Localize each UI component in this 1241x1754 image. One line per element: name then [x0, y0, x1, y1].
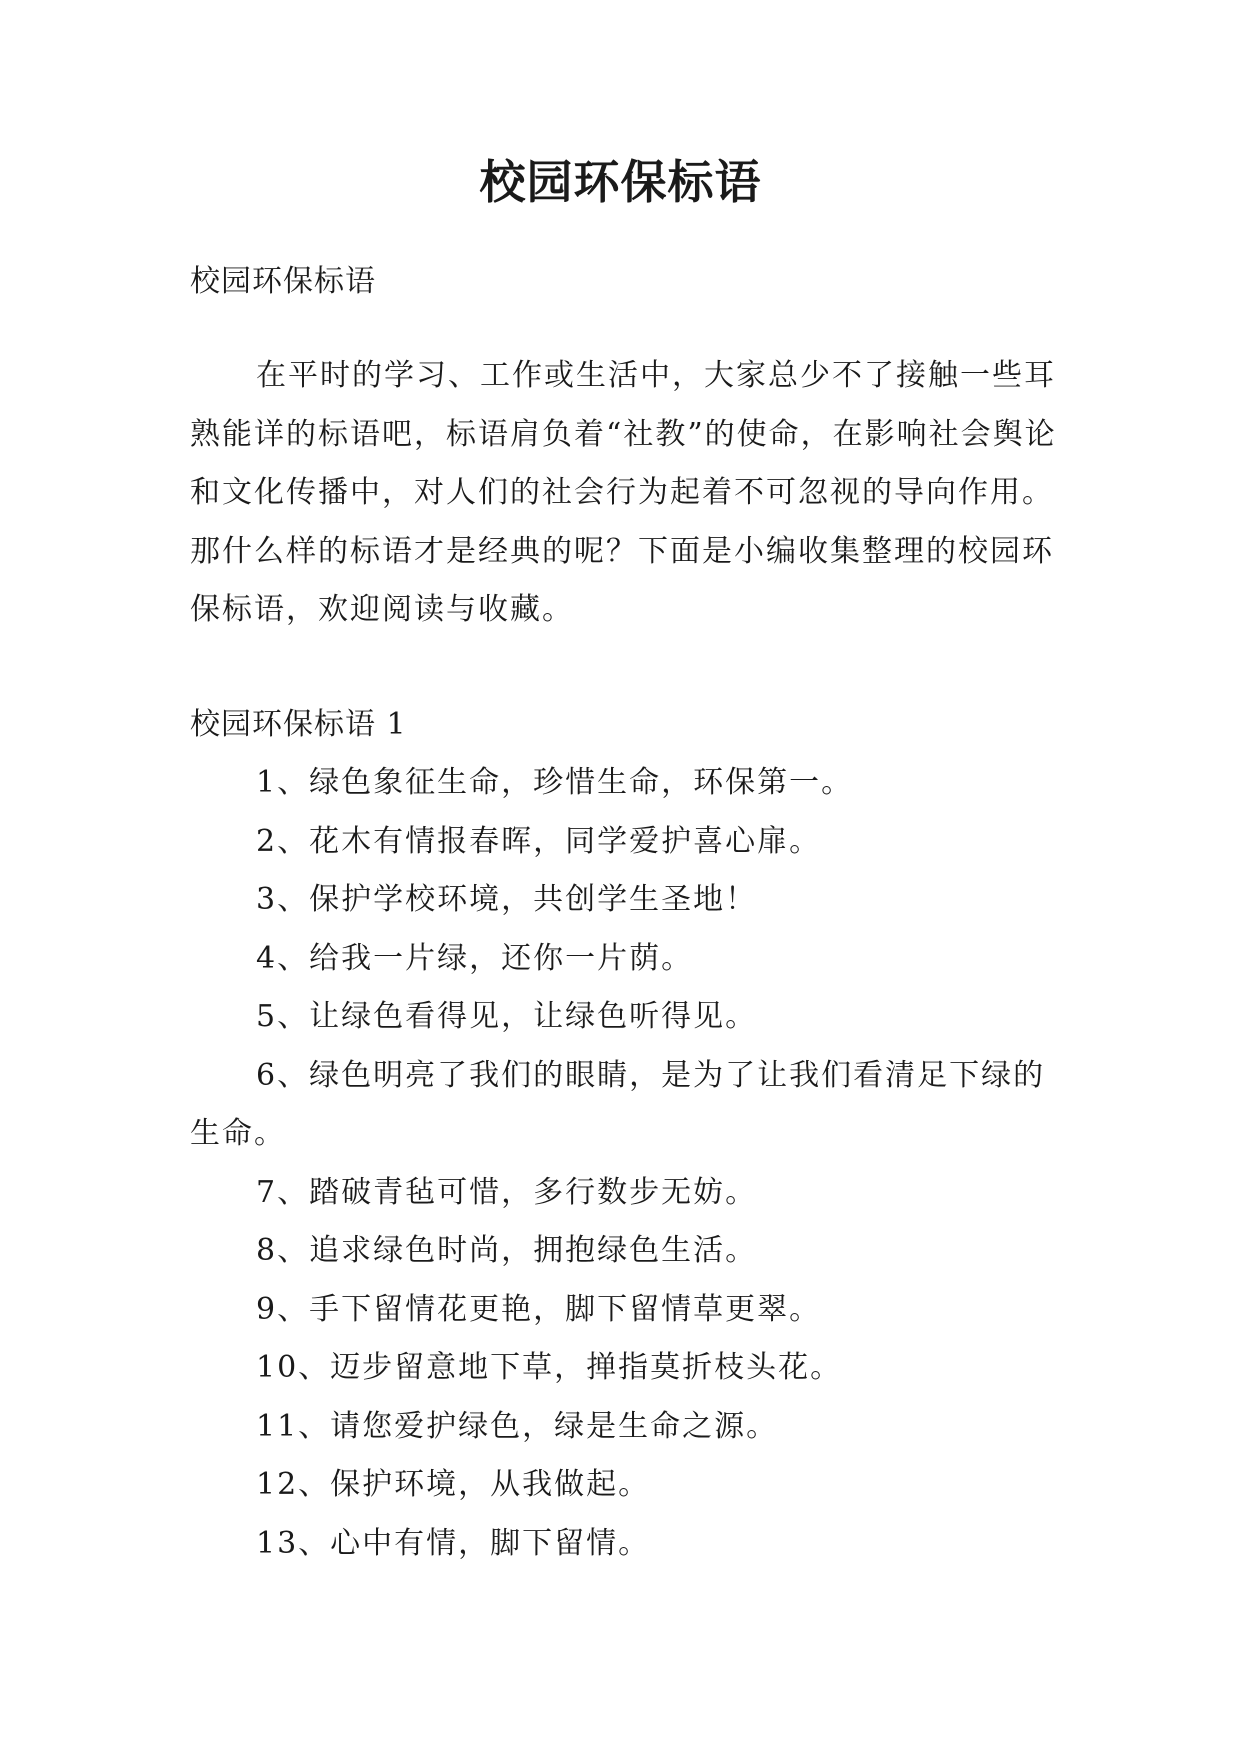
slogan-item: 10、迈步留意地下草，掸指莫折枝头花。	[256, 1350, 843, 1385]
slogan-item: 3、保护学校环境，共创学生圣地！	[256, 882, 758, 917]
slogan-item: 6、绿色明亮了我们的眼睛，是为了让我们看清足下绿的生命。	[190, 1057, 1046, 1151]
slogan-item: 13、心中有情，脚下留情。	[256, 1525, 651, 1561]
slogan-item: 9、手下留情花更艳，脚下留情草更翠。	[256, 1291, 822, 1327]
slogan-item: 11、请您爱护绿色，绿是生命之源。	[256, 1408, 779, 1444]
slogan-item: 5、让绿色看得见，让绿色听得见。	[256, 999, 758, 1034]
slogan-item: 7、踏破青毡可惜，多行数步无妨。	[256, 1174, 758, 1210]
document-subtitle: 校园环保标语	[190, 264, 376, 299]
intro-paragraph: 在平时的学习、工作或生活中，大家总少不了接触一些耳熟能详的标语吧，标语肩负着“社教”的使命，在影响社会舆论和文化传播中，对人们的社会行为起着不可忽视的导向作用。那什么样的标语才是经典的呢？下面是小编收集整理的校园环保标语，欢迎阅读与收藏。	[190, 358, 1057, 627]
slogan-item: 1、绿色象征生命，珍惜生命，环保第一。	[256, 765, 854, 800]
slogan-item: 4、给我一片绿，还你一片荫。	[256, 940, 694, 976]
section-heading: 校园环保标语 1	[190, 707, 407, 742]
slogan-list	[190, 754, 1058, 1573]
slogan-item: 8、追求绿色时尚，拥抱绿色生活。	[256, 1233, 758, 1268]
slogan-item: 2、花木有情报春晖，同学爱护喜心扉。	[256, 823, 822, 859]
document-title: 校园环保标语	[479, 155, 762, 209]
slogan-item: 12、保护环境，从我做起。	[256, 1467, 651, 1502]
